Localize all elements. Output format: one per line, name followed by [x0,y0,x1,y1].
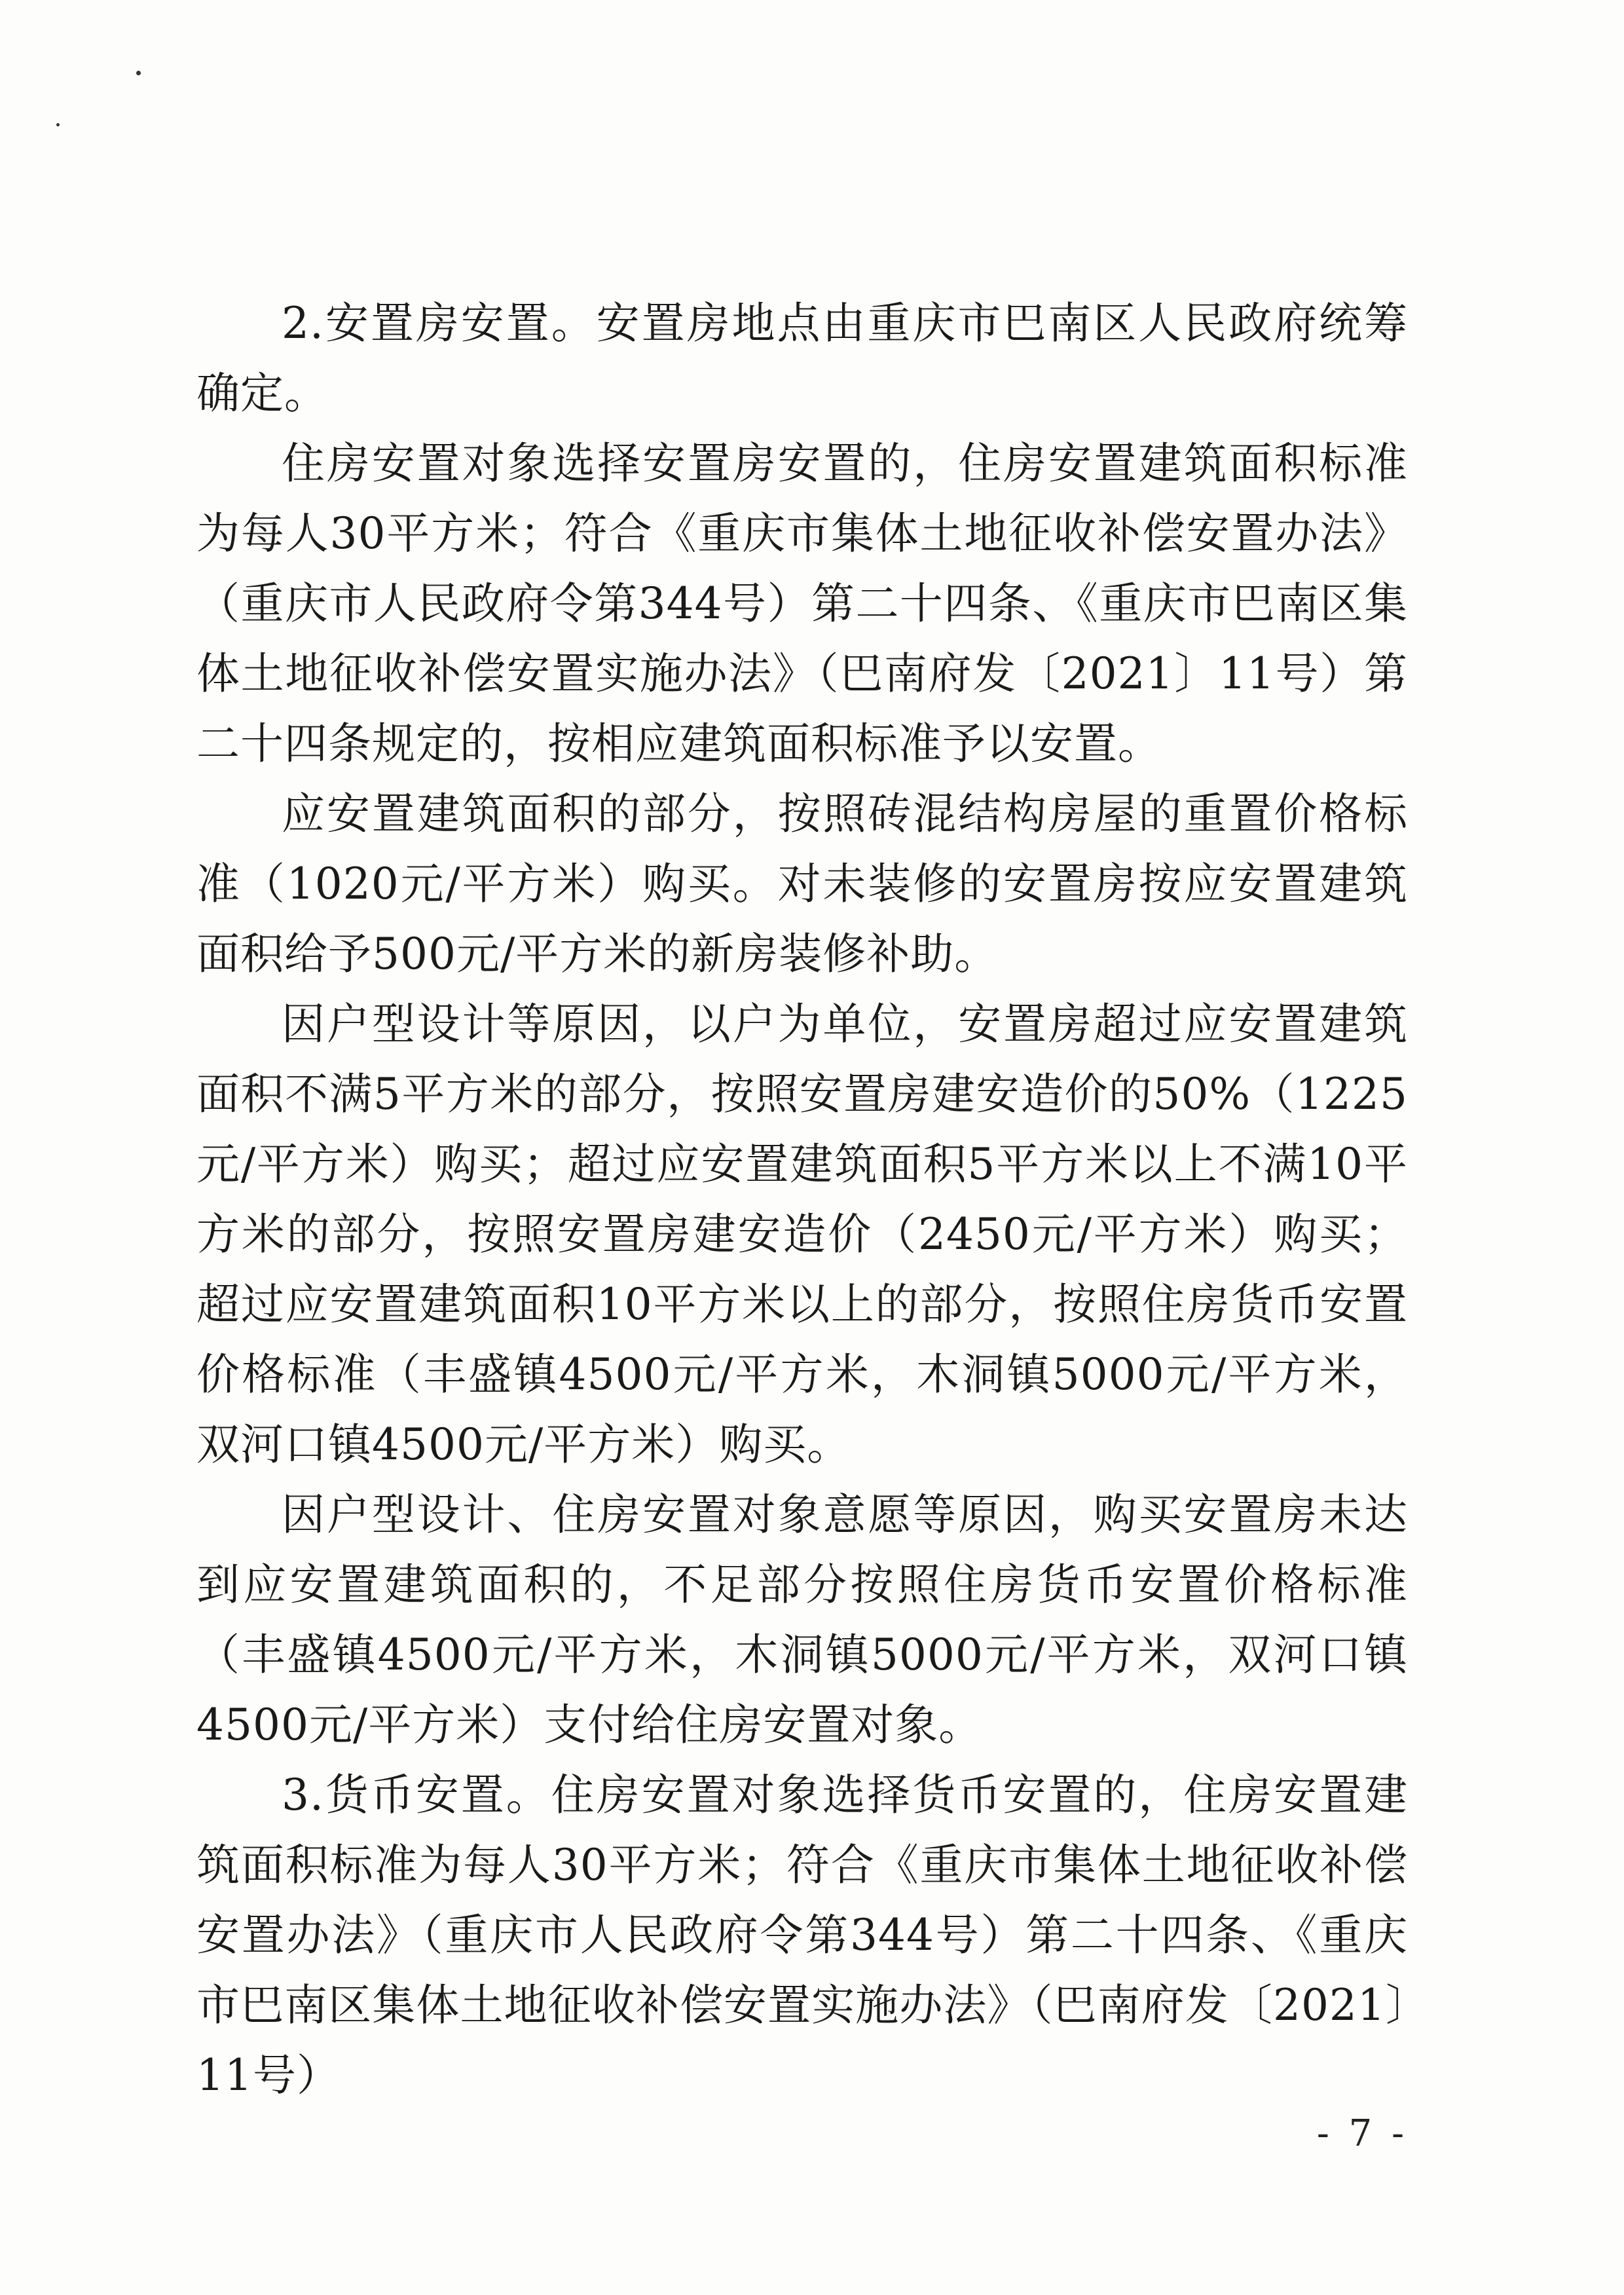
paragraph-resettlement-housing: 2.安置房安置。安置房地点由重庆市巴南区人民政府统筹确定。 [196,298,1408,419]
document-body [196,288,1408,2110]
paragraph-monetary-resettlement: 3.货币安置。住房安置对象选择货币安置的，住房安置建筑面积标准为每人30平方米；符合《重庆市集体土地征收补偿安置办法》（重庆市人民政府令第344号）第二十四条、《重庆市巴南区集体土地征收补偿安置实施办法》（巴南府发〔2021〕11号） [196,1770,1408,2100]
paragraph-area-standard: 住房安置对象选择安置房安置的，住房安置建筑面积标准为每人30平方米；符合《重庆市集体土地征收补偿安置办法》（重庆市人民政府令第344号）第二十四条、《重庆市巴南区集体土地征收补偿安置实施办法》（巴南府发〔2021〕11号）第二十四条规定的，按相应建筑面积标准予以安置。 [196,438,1408,769]
scan-speck [136,71,141,75]
paragraph-purchase-price: 应安置建筑面积的部分，按照砖混结构房屋的重置价格标准（1020元/平方米）购买。对未装修的安置房按应安置建筑面积给予500元/平方米的新房装修补助。 [196,789,1408,979]
paragraph-shortfall-area: 因户型设计、住房安置对象意愿等原因，购买安置房未达到应安置建筑面积的，不足部分按照住房货币安置价格标准（丰盛镇4500元/平方米，木洞镇5000元/平方米，双河口镇4500元/平方米）支付给住房安置对象。 [196,1489,1408,1750]
paragraph-excess-area: 因户型设计等原因，以户为单位，安置房超过应安置建筑面积不满5平方米的部分，按照安置房建安造价的50%（1225元/平方米）购买；超过应安置建筑面积5平方米以上不满10平方米的部分，按照安置房建安造价（2450元/平方米）购买；超过应安置建筑面积10平方米以上的部分，按照住房货币安置价格标准（丰盛镇4500元/平方米，木洞镇5000元/平方米，双河口镇4500元/平方米）购买。 [196,999,1408,1470]
scan-speck [56,123,60,126]
page-number: - 7 - [1316,2112,1408,2155]
